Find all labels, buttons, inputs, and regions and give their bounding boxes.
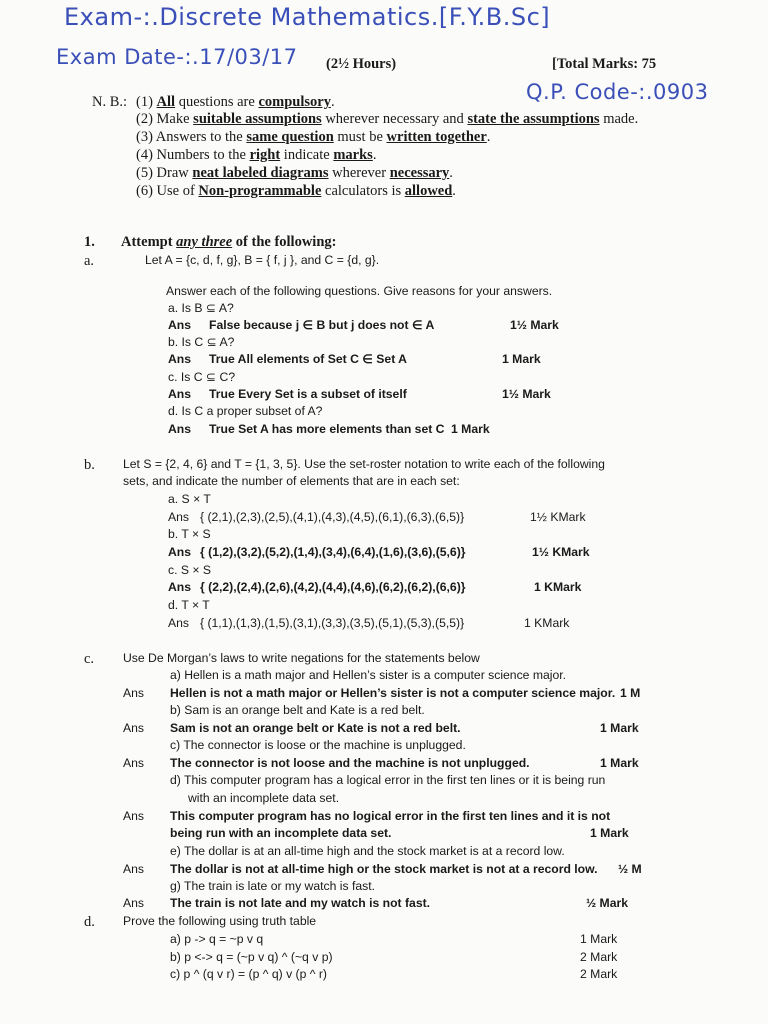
part-d-qc: c) p ^ (q v r) = (p ^ q) v (p ^ r) xyxy=(170,967,327,981)
part-c-ans-g: The train is not late and my watch is not fast. xyxy=(170,896,431,910)
part-c-ans-c: The connector is not loose and the machine is not unplugged. xyxy=(170,756,530,770)
part-c-qd-1: d) This computer program has a logical error in the first ten lines or it is being run xyxy=(170,773,606,787)
question-number: 1. xyxy=(84,234,95,250)
ans-label: Ans xyxy=(168,422,192,436)
ans-label: Ans xyxy=(168,352,192,366)
part-a-q3: c. Is C ⊆ C? xyxy=(168,370,236,384)
part-d-mark-b: 2 Mark xyxy=(580,950,618,964)
ans-label: Ans xyxy=(168,510,190,524)
ans-label: Ans xyxy=(123,721,145,735)
part-c-mark-c: 1 Mark xyxy=(600,756,639,770)
part-a-label: a. xyxy=(84,253,95,269)
part-c-ans-d-1: This computer program has no logical error in the first ten lines and it is not xyxy=(170,809,611,823)
part-c-ans-b: Sam is not an orange belt or Kate is not a red belt. xyxy=(170,721,461,735)
part-b-mark4: 1 KMark xyxy=(524,616,570,630)
part-a-ans1: False because j ∈ B but j does not ∈ A xyxy=(209,318,435,332)
part-c-ans-e: The dollar is not at all-time high or the stock market is not at a record low. xyxy=(170,862,598,876)
part-d-label: d. xyxy=(84,914,95,930)
part-c-statement: Use De Morgan’s laws to write negations for the statements below xyxy=(123,651,480,665)
part-a-instruction: Answer each of the following questions. Give reasons for your answers. xyxy=(166,284,553,298)
part-a-mark3: 1½ Mark xyxy=(502,387,551,401)
part-a-mark4: 1 Mark xyxy=(451,422,490,436)
ans-label: Ans xyxy=(168,616,190,630)
ans-label: Ans xyxy=(168,545,192,559)
part-c-qg: g) The train is late or my watch is fast. xyxy=(170,879,376,893)
part-b-ans4: { (1,1),(1,3),(1,5),(3,1),(3,3),(3,5),(5,1),(5,3),(5,5)} xyxy=(200,616,465,630)
part-b-q4: d. T × T xyxy=(168,598,210,612)
part-c-label: c. xyxy=(84,651,95,667)
duration: (2½ Hours) xyxy=(326,56,397,72)
part-b-statement-2: sets, and indicate the number of elements that are in each set: xyxy=(123,474,460,488)
part-b-ans1: { (2,1),(2,3),(2,5),(4,1),(4,3),(4,5),(6,1),(6,3),(6,5)} xyxy=(200,510,465,524)
ans-label: Ans xyxy=(168,318,192,332)
ans-label: Ans xyxy=(123,896,145,910)
part-a-mark1: 1½ Mark xyxy=(510,318,559,332)
ans-label: Ans xyxy=(123,686,145,700)
nb-line-4: (4) Numbers to the right indicate marks. xyxy=(136,147,377,163)
part-a-statement: Let A = {c, d, f, g}, B = { f, j }, and C = {d, g}. xyxy=(145,253,380,267)
part-c-qd-2: with an incomplete data set. xyxy=(188,791,340,805)
part-c-qa: a) Hellen is a math major and Hellen’s sister is a computer science major. xyxy=(170,668,567,682)
part-b-mark3: 1 KMark xyxy=(534,580,582,594)
ans-label: Ans xyxy=(123,809,145,823)
part-a-ans3: True Every Set is a subset of itself xyxy=(209,387,407,401)
nb-line-5: (5) Draw neat labeled diagrams wherever necessary. xyxy=(136,165,453,181)
part-d-mark-c: 2 Mark xyxy=(580,967,618,981)
part-b-q3: c. S × S xyxy=(168,563,212,577)
part-a-q1: a. Is B ⊆ A? xyxy=(168,301,234,315)
question-heading: Attempt any three of the following: xyxy=(121,234,337,250)
part-a-mark2: 1 Mark xyxy=(502,352,541,366)
part-a-q4: d. Is C a proper subset of A? xyxy=(168,404,323,418)
handwritten-exam-date: Exam Date-:.17/03/17 xyxy=(56,45,298,69)
part-b-q2: b. T × S xyxy=(168,527,211,541)
part-a-ans2: True All elements of Set C ∈ Set A xyxy=(209,352,407,366)
part-d-mark-a: 1 Mark xyxy=(580,932,618,946)
nb-line-1: (1) All questions are compulsory. xyxy=(136,94,335,110)
part-d-statement: Prove the following using truth table xyxy=(123,914,317,928)
part-b-ans3: { (2,2),(2,4),(2,6),(4,2),(4,4),(4,6),(6,2),(6,2),(6,6)} xyxy=(200,580,466,594)
part-b-statement-1: Let S = {2, 4, 6} and T = {1, 3, 5}. Use the set-roster notation to write each of the following xyxy=(123,457,605,471)
part-c-mark-d: 1 Mark xyxy=(590,826,629,840)
part-a-ans4: True Set A has more elements than set C xyxy=(209,422,445,436)
part-b-ans2: { (1,2),(3,2),(5,2),(1,4),(3,4),(6,4),(1,6),(3,6),(5,6)} xyxy=(200,545,466,559)
part-c-mark-g: ½ Mark xyxy=(586,896,629,910)
part-b-mark2: 1½ KMark xyxy=(532,545,590,559)
part-d-qb: b) p <-> q = (~p v q) ^ (~q v p) xyxy=(170,950,333,964)
part-c-mark-a: 1 M xyxy=(620,686,641,700)
nb-line-2: (2) Make suitable assumptions wherever necessary and state the assumptions made. xyxy=(136,111,639,127)
part-b-q1: a. S × T xyxy=(168,492,211,506)
part-c-qb: b) Sam is an orange belt and Kate is a red belt. xyxy=(170,703,425,717)
part-c-qc: c) The connector is loose or the machine is unplugged. xyxy=(170,738,466,752)
nb-line-3: (3) Answers to the same question must be written together. xyxy=(136,129,491,145)
part-c-ans-d-2: being run with an incomplete data set. xyxy=(170,826,392,840)
handwritten-qp-code: Q.P. Code-:.0903 xyxy=(526,80,709,104)
ans-label: Ans xyxy=(168,387,192,401)
part-b-mark1: 1½ KMark xyxy=(530,510,586,524)
part-c-qe: e) The dollar is at an all-time high and the stock market is at a record low. xyxy=(170,844,565,858)
ans-label: Ans xyxy=(168,580,192,594)
handwritten-exam-title: Exam-:.Discrete Mathematics.[F.Y.B.Sc] xyxy=(64,3,551,31)
part-c-mark-b: 1 Mark xyxy=(600,721,639,735)
ans-label: Ans xyxy=(123,756,145,770)
part-c-ans-a: Hellen is not a math major or Hellen’s sister is not a computer science major. xyxy=(170,686,616,700)
nb-line-6: (6) Use of Non-programmable calculators is allowed. xyxy=(136,183,456,199)
part-d-qa: a) p -> q = ~p v q xyxy=(170,932,264,946)
part-a-q2: b. Is C ⊆ A? xyxy=(168,335,235,349)
nb-label: N. B.: xyxy=(92,94,128,110)
ans-label: Ans xyxy=(123,862,145,876)
part-b-label: b. xyxy=(84,457,95,473)
part-c-mark-e: ½ M xyxy=(618,862,642,876)
total-marks: [Total Marks: 75 xyxy=(552,56,657,72)
